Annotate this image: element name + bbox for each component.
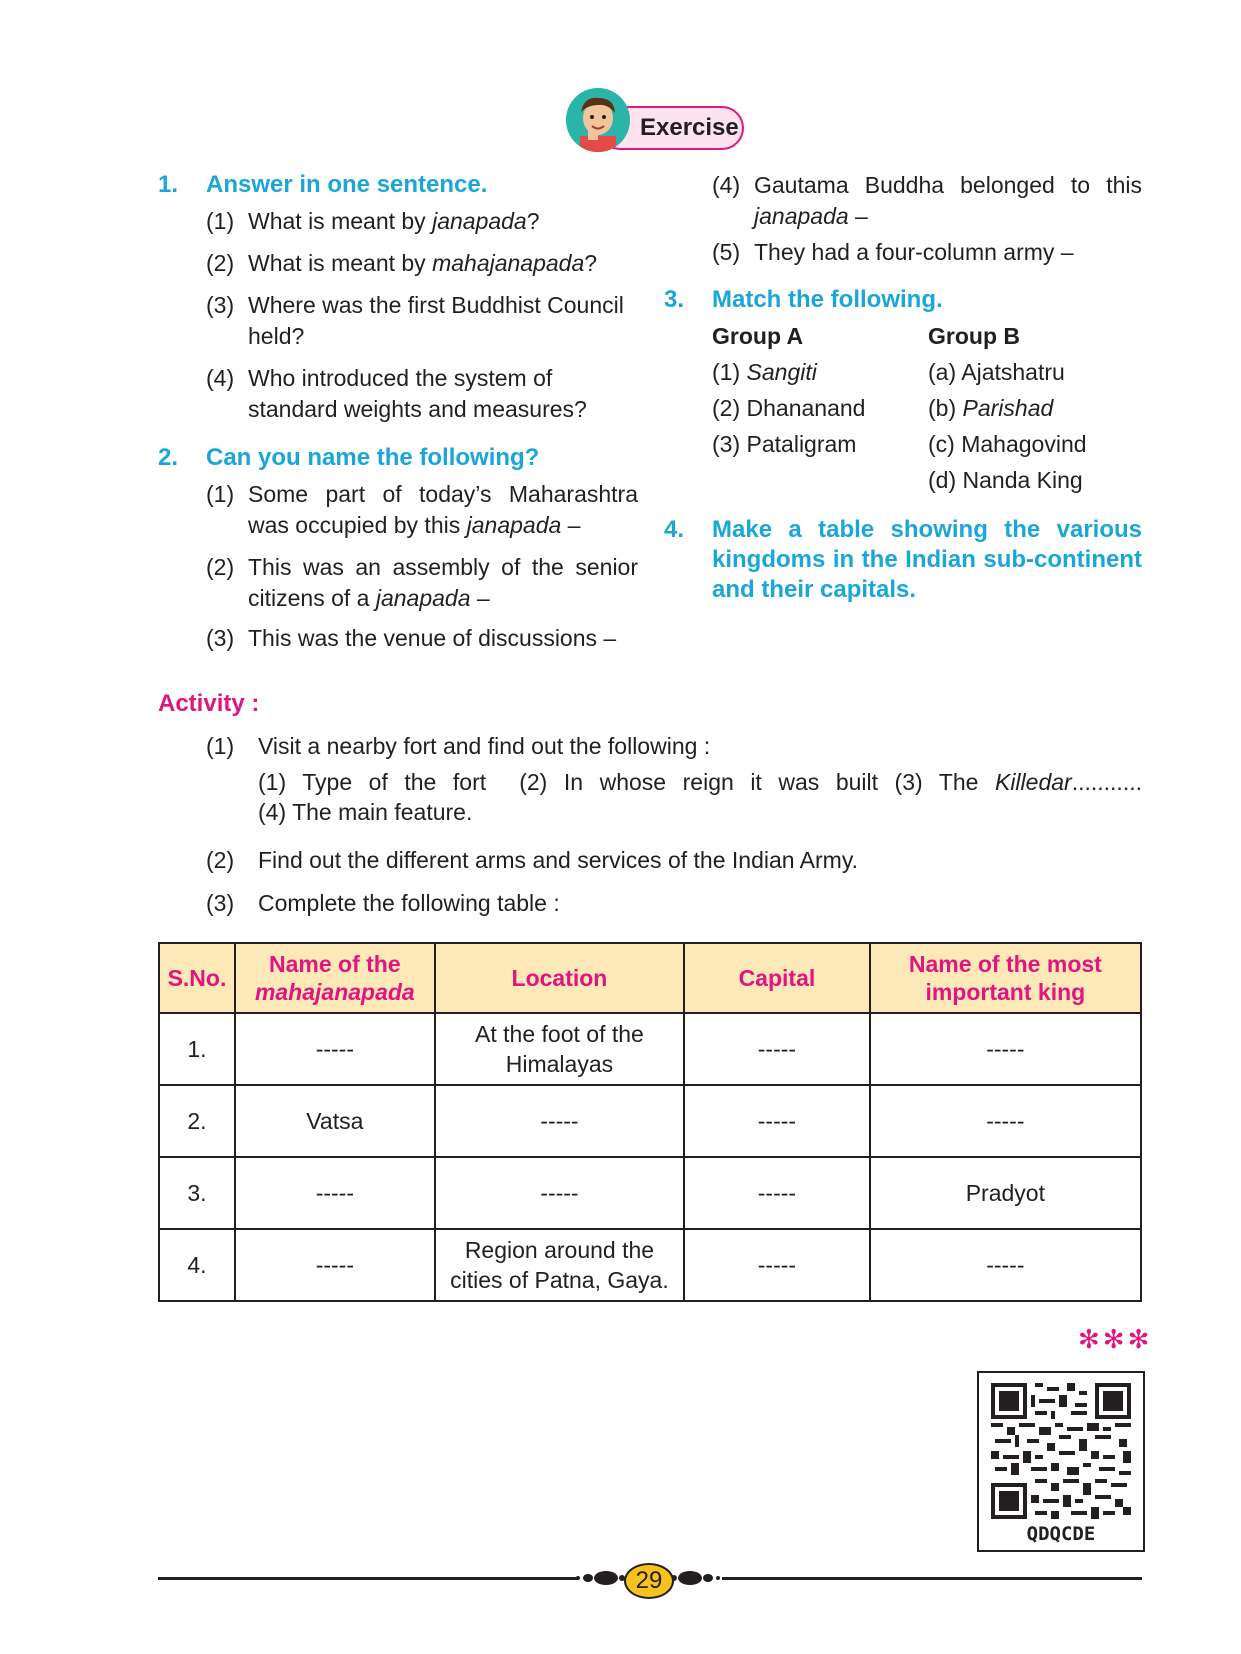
item-text: Complete the following table : <box>258 890 560 916</box>
q1-item-4 <box>206 363 638 425</box>
activity-item-1 <box>206 731 1142 762</box>
cell-location: ----- <box>435 1157 684 1229</box>
cell-sno: 1. <box>159 1013 235 1085</box>
cell-location: At the foot of the Himalayas <box>435 1013 684 1085</box>
qr-code-box[interactable] <box>977 1371 1145 1552</box>
item-text: Some part of today’s Maharashtra was occupied by this janapada – <box>248 481 638 538</box>
table-row <box>159 1157 1141 1229</box>
item-number: (4) <box>712 172 741 198</box>
item-text: Find out the different arms and services of the Indian Army. <box>258 847 859 873</box>
q2-item-5 <box>712 237 1142 268</box>
item-text: Where was the first Buddhist Council held? <box>248 292 624 349</box>
boy-illustration-icon <box>566 88 630 152</box>
question-number: 2. <box>158 444 179 471</box>
question-number: 3. <box>664 286 685 313</box>
item-number: (2) <box>206 847 235 873</box>
item-text: Who introduced the system of standard weights and measures? <box>248 365 587 422</box>
cell-name: ----- <box>235 1013 435 1085</box>
page-number: 29 <box>624 1563 674 1599</box>
ornament-right-icon <box>668 1569 722 1587</box>
cell-sno: 3. <box>159 1157 235 1229</box>
header-name: Name of the mahajanapada <box>235 943 435 1013</box>
cell-name: ----- <box>235 1229 435 1301</box>
q2-item-3 <box>206 623 638 654</box>
cell-name: ----- <box>235 1157 435 1229</box>
table-row <box>159 1013 1141 1085</box>
item-text: Gautama Buddha belonged to this janapada – <box>754 172 1142 229</box>
footer-rule-left <box>158 1577 578 1580</box>
question-number: 4. <box>664 516 685 543</box>
fort-details-text: (1) Type of the fort (2) In whose reign it was built (3) The Killedar........... <box>258 769 1142 795</box>
group-b-heading: Group B <box>928 323 1020 349</box>
table-row <box>159 1085 1141 1157</box>
question-title: Can you name the following? <box>206 444 540 471</box>
question-3-heading <box>664 285 1142 315</box>
exercise-badge <box>566 88 742 150</box>
activity-item-3 <box>206 888 1142 919</box>
group-a-item: (3) Pataligram <box>712 431 857 457</box>
item-number: (5) <box>712 239 741 265</box>
cell-king: Pradyot <box>870 1157 1141 1229</box>
qr-code-label: QDQCDE <box>1026 1523 1096 1545</box>
cell-sno: 2. <box>159 1085 235 1157</box>
header-capital: Capital <box>684 943 870 1013</box>
item-number: (2) <box>206 554 235 580</box>
group-b-item: (b) Parishad <box>928 395 1054 421</box>
q1-item-2 <box>206 248 638 279</box>
group-a-item: (1) Sangiti <box>712 359 817 385</box>
question-title: Match the following. <box>712 286 943 313</box>
cell-sno: 4. <box>159 1229 235 1301</box>
item-text: What is meant by mahajanapada? <box>248 250 598 276</box>
group-b-item: (c) Mahagovind <box>928 431 1087 457</box>
question-1-heading <box>158 170 638 200</box>
header-sno: S.No. <box>159 943 235 1013</box>
cell-capital: ----- <box>684 1013 870 1085</box>
cell-capital: ----- <box>684 1157 870 1229</box>
group-b-item: (d) Nanda King <box>928 467 1083 493</box>
footer-rule-right <box>722 1577 1142 1580</box>
table-header-row <box>159 943 1141 1013</box>
cell-king: ----- <box>870 1085 1141 1157</box>
group-a-heading: Group A <box>712 323 804 349</box>
item-number: (3) <box>206 292 235 318</box>
header-king: Name of the most important king <box>870 943 1141 1013</box>
cell-location: Region around the cities of Patna, Gaya. <box>435 1229 684 1301</box>
item-number: (2) <box>206 250 235 276</box>
item-number: (3) <box>206 625 235 651</box>
fort-details-text: (4) The main feature. <box>258 799 473 825</box>
mahajanapada-table <box>158 942 1142 1302</box>
exercise-label: Exercise <box>640 114 739 141</box>
fort-details-line-1 <box>258 767 1142 798</box>
q1-item-1 <box>206 206 638 237</box>
table-row <box>159 1229 1141 1301</box>
q2-item-2 <box>206 552 638 614</box>
item-number: (1) <box>206 733 235 759</box>
cell-king: ----- <box>870 1229 1141 1301</box>
activity-heading: Activity : <box>158 690 260 717</box>
item-number: (1) <box>206 481 235 507</box>
q2-item-1 <box>206 479 638 541</box>
item-number: (3) <box>206 890 235 916</box>
group-a-item: (2) Dhananand <box>712 395 866 421</box>
item-text: This was an assembly of the senior citizens of a janapada – <box>248 554 638 611</box>
match-table <box>712 318 1142 498</box>
cell-capital: ----- <box>684 1229 870 1301</box>
cell-capital: ----- <box>684 1085 870 1157</box>
cell-name: Vatsa <box>235 1085 435 1157</box>
ornament-left-icon <box>574 1569 628 1587</box>
question-2-heading <box>158 443 638 473</box>
q2-item-4 <box>712 170 1142 232</box>
item-text: Visit a nearby fort and find out the following : <box>258 733 711 759</box>
group-b-item: (a) Ajatshatru <box>928 359 1065 385</box>
item-number: (4) <box>206 365 235 391</box>
item-text: They had a four-column army – <box>754 239 1074 265</box>
activity-item-2 <box>206 845 1142 876</box>
cell-king: ----- <box>870 1013 1141 1085</box>
end-stars-icon: ✻✻✻ <box>1078 1324 1153 1354</box>
cell-location: ----- <box>435 1085 684 1157</box>
item-text: This was the venue of discussions – <box>248 625 617 651</box>
header-location: Location <box>435 943 684 1013</box>
item-text: What is meant by janapada? <box>248 208 540 234</box>
question-number: 1. <box>158 171 179 198</box>
question-title: Make a table showing the various kingdoms in the Indian sub-continent and their capitals. <box>712 516 1142 603</box>
qr-code-icon <box>991 1383 1131 1519</box>
question-4-heading <box>664 515 1142 607</box>
q1-item-3 <box>206 290 638 352</box>
item-number: (1) <box>206 208 235 234</box>
fort-details-line-2 <box>258 797 1142 828</box>
question-title: Answer in one sentence. <box>206 171 488 198</box>
